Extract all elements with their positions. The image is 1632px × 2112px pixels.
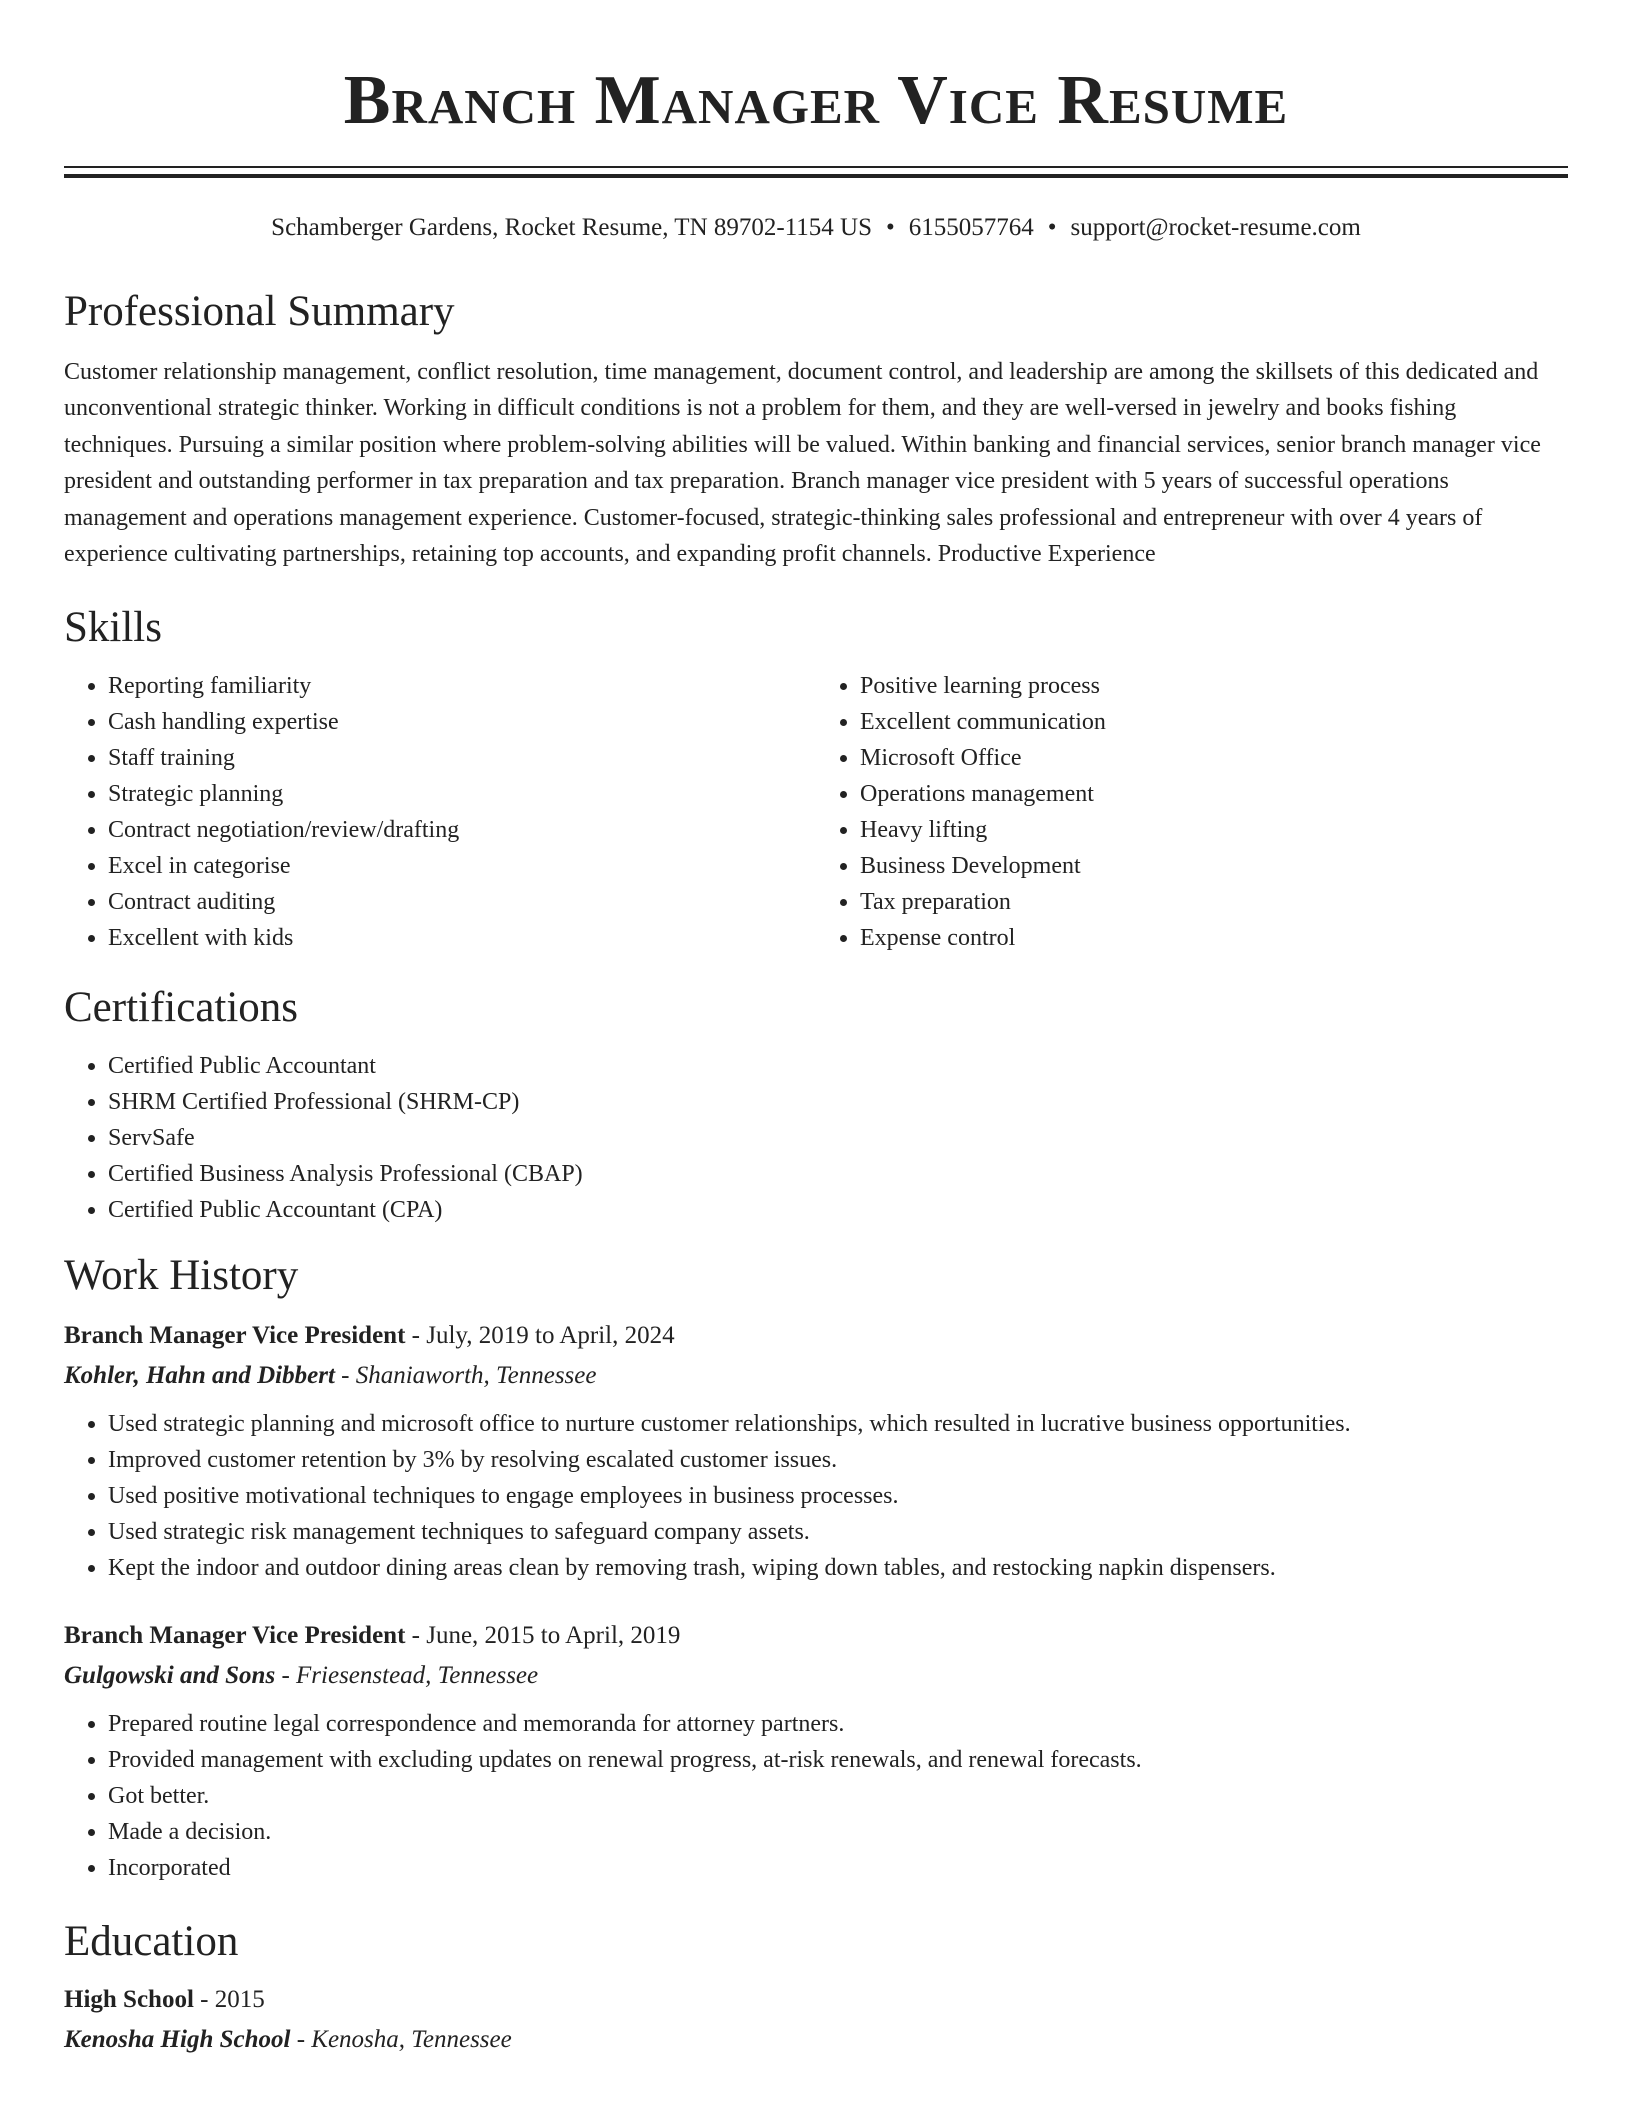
certification-item: • SHRM Certified Professional (SHRM-CP) xyxy=(108,1084,1568,1120)
skills-heading: Skills xyxy=(64,604,162,652)
skill-item: • Heavy lifting xyxy=(860,812,1568,848)
skills-list-left xyxy=(64,668,816,956)
certifications-list xyxy=(64,1048,1568,1228)
skill-item: • Tax preparation xyxy=(860,884,1568,920)
education-location: - Kenosha, Tennessee xyxy=(290,2026,512,2054)
title-rule-thin xyxy=(64,166,1568,168)
skills-list-right xyxy=(816,668,1568,956)
job-bullet: • Got better. xyxy=(108,1778,1568,1814)
skill-item: • Contract auditing xyxy=(108,884,816,920)
skills-columns xyxy=(64,668,1568,956)
skill-item: • Reporting familiarity xyxy=(108,668,816,704)
contact-phone: 6155057764 xyxy=(908,214,1034,241)
contact-separator: • xyxy=(1047,214,1057,241)
certification-item: • Certified Public Accountant (CPA) xyxy=(108,1192,1568,1228)
job-company-line xyxy=(64,1656,1568,1696)
skill-item: • Business Development xyxy=(860,848,1568,884)
contact-line xyxy=(64,212,1568,244)
skill-item: • Contract negotiation/review/drafting xyxy=(108,812,816,848)
skill-item: • Excellent communication xyxy=(860,704,1568,740)
job-bullet: • Improved customer retention by 3% by resolving escalated customer issues. xyxy=(108,1442,1568,1478)
job-dates: - June, 2015 to April, 2019 xyxy=(405,1622,681,1650)
job-entry xyxy=(64,1616,1568,1886)
job-company: Kohler, Hahn and Dibbert xyxy=(64,1362,335,1390)
job-bullets xyxy=(64,1406,1568,1586)
education-year: - 2015 xyxy=(193,1986,265,2014)
resume-page xyxy=(64,0,1568,2060)
contact-email: support@rocket-resume.com xyxy=(1070,214,1361,241)
skill-item: • Staff training xyxy=(108,740,816,776)
contact-separator: • xyxy=(886,214,895,241)
summary-text: Customer relationship management, conflict resolution, time management, document control, and leadership are among the skillsets of this dedicated and unconventional strategic thinker. Working in difficult conditions is not a problem for them, and they are well-versed in jewelry and books fishing techniques. Pursuing a similar position where problem-solving abilities will be valued. Within banking and financial services, senior branch manager vice president and outstanding performer in tax preparation and tax preparation. Branch manager vice president with 5 years of successful operations management and operations management experience. Customer-focused, strategic-thinking sales professional and entrepreneur with over 4 years of experience cultivating partnerships, retaining top accounts, and expanding profit channels. Productive Experience xyxy=(64,359,1541,568)
title-rule-thick xyxy=(64,174,1568,178)
job-bullet: • Prepared routine legal correspondence and memoranda for attorney partners. xyxy=(108,1706,1568,1742)
job-title: Branch Manager Vice President xyxy=(64,1322,406,1350)
skill-item: • Operations management xyxy=(860,776,1568,812)
job-entry xyxy=(64,1316,1568,1586)
skill-item: • Microsoft Office xyxy=(860,740,1568,776)
job-bullet: • Made a decision. xyxy=(108,1814,1568,1850)
work-history-heading: Work History xyxy=(64,1252,299,1300)
job-location: - Friesenstead, Tennessee xyxy=(275,1662,539,1690)
education-school: Kenosha High School xyxy=(64,2026,291,2054)
job-title: Branch Manager Vice President xyxy=(64,1622,406,1650)
resume-title: Branch Manager Vice Resume xyxy=(343,62,1289,139)
job-bullet: • Used strategic planning and microsoft office to nurture customer relationships, which resulted in lucrative business opportunities. xyxy=(108,1406,1568,1442)
job-bullet: • Kept the indoor and outdoor dining areas clean by removing trash, wiping down tables, and restocking napkin dispensers. xyxy=(108,1550,1568,1586)
certification-item: • Certified Business Analysis Professional (CBAP) xyxy=(108,1156,1568,1192)
job-company: Gulgowski and Sons xyxy=(64,1662,276,1690)
job-dates: - July, 2019 to April, 2024 xyxy=(405,1322,675,1350)
education-degree-line xyxy=(64,1980,1568,2020)
job-bullet: • Used strategic risk management techniques to safeguard company assets. xyxy=(108,1514,1568,1550)
skill-item: • Cash handling expertise xyxy=(108,704,816,740)
job-title-line xyxy=(64,1616,1568,1656)
summary-heading: Professional Summary xyxy=(64,288,455,335)
skill-item: • Positive learning process xyxy=(860,668,1568,704)
job-bullet: • Used positive motivational techniques to engage employees in business processes. xyxy=(108,1478,1568,1514)
job-company-line xyxy=(64,1356,1568,1396)
skill-item: • Expense control xyxy=(860,920,1568,956)
job-bullet: • Provided management with excluding updates on renewal progress, at-risk renewals, and renewal forecasts. xyxy=(108,1742,1568,1778)
job-title-line xyxy=(64,1316,1568,1356)
education-school-line xyxy=(64,2020,1568,2060)
education-heading: Education xyxy=(64,1918,239,1966)
contact-address: Schamberger Gardens, Rocket Resume, TN 89702-1154 US xyxy=(271,214,872,241)
job-bullet: • Incorporated xyxy=(108,1850,1568,1886)
education-entry xyxy=(64,1980,1568,2060)
certification-item: • Certified Public Accountant xyxy=(108,1048,1568,1084)
education-degree: High School xyxy=(64,1986,194,2014)
skill-item: • Excellent with kids xyxy=(108,920,816,956)
skill-item: • Strategic planning xyxy=(108,776,816,812)
job-bullets xyxy=(64,1706,1568,1886)
certifications-heading: Certifications xyxy=(64,984,299,1032)
skill-item: • Excel in categorise xyxy=(108,848,816,884)
job-location: - Shaniaworth, Tennessee xyxy=(334,1362,597,1390)
certification-item: • ServSafe xyxy=(108,1120,1568,1156)
